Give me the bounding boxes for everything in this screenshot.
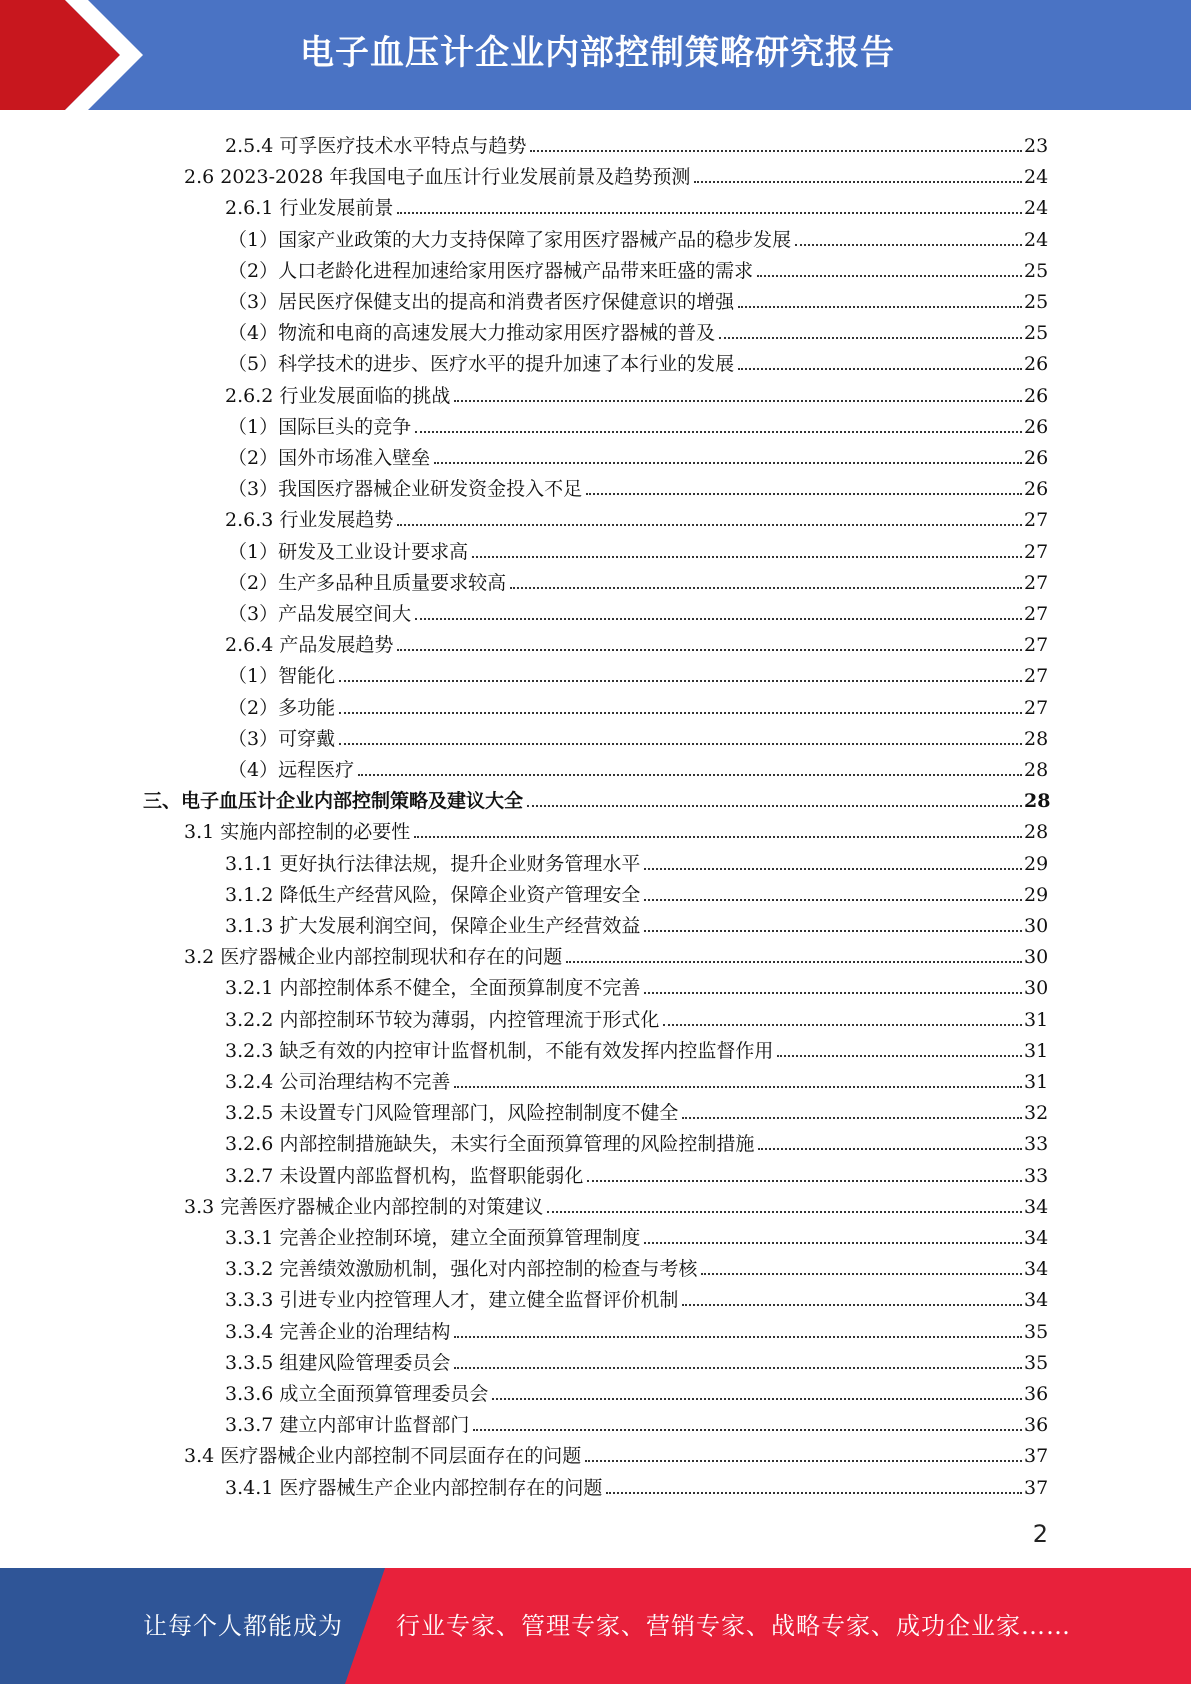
toc-entry[interactable] (228, 470, 1048, 501)
toc-leader-dots (757, 275, 1022, 277)
toc-entry[interactable] (228, 657, 1048, 688)
toc-entry-label: （1）国际巨头的竞争 (228, 415, 412, 438)
toc-entry-label: 2.6.4 产品发展趋势 (225, 634, 394, 657)
toc-entry-label: 2.6.2 行业发展面临的挑战 (225, 384, 451, 407)
toc-entry-label: 2.6.3 行业发展趋势 (225, 509, 394, 532)
toc-entry[interactable] (225, 876, 1048, 907)
toc-leader-dots (547, 1211, 1022, 1213)
toc-entry-page: 26 (1024, 415, 1049, 438)
toc-entry[interactable] (225, 1469, 1048, 1500)
toc-entry-page: 28 (1024, 821, 1049, 844)
toc-entry-label: （1）国家产业政策的大力支持保障了家用医疗器械产品的稳步发展 (228, 228, 792, 251)
toc-entry[interactable] (225, 377, 1048, 408)
toc-entry-label: 3.1.1 更好执行法律法规，提升企业财务管理水平 (225, 852, 641, 875)
toc-leader-dots (358, 774, 1022, 776)
toc-leader-dots (682, 1117, 1022, 1119)
toc-entry-label: （3）可穿戴 (228, 727, 336, 750)
toc-leader-dots (510, 587, 1022, 589)
toc-entry[interactable] (225, 626, 1048, 657)
toc-entry-label: 3.3.3 引进专业内控管理人才，建立健全监督评价机制 (225, 1289, 679, 1312)
toc-leader-dots (454, 400, 1022, 402)
toc-entry-label: 2.5.4 可孚医疗技术水平特点与趋势 (225, 135, 527, 157)
toc-entry[interactable] (184, 1437, 1048, 1468)
toc-leader-dots (566, 961, 1022, 963)
toc-entry[interactable] (225, 1001, 1048, 1032)
toc-entry-page: 26 (1024, 447, 1049, 469)
toc-entry[interactable] (228, 720, 1048, 751)
toc-entry-label: （2）国外市场准入壁垒 (228, 447, 431, 469)
toc-entry-label: 3.3.1 完善企业控制环境，建立全面预算管理制度 (225, 1227, 641, 1249)
toc-leader-dots (585, 1460, 1022, 1462)
toc-leader-dots (454, 1367, 1022, 1369)
toc-entry-label: （2）多功能 (228, 696, 336, 719)
toc-leader-dots (682, 1304, 1022, 1306)
toc-entry[interactable] (228, 689, 1048, 720)
toc-entry-label: （4）物流和电商的高速发展大力推动家用医疗器械的普及 (228, 322, 716, 345)
toc-entry-page: 25 (1024, 322, 1049, 345)
toc-leader-dots (694, 181, 1022, 183)
toc-leader-dots (758, 1148, 1022, 1150)
toc-entry-page: 24 (1024, 166, 1049, 189)
toc-leader-dots (339, 712, 1022, 714)
toc-entry[interactable] (225, 1063, 1048, 1094)
toc-entry-page: 26 (1024, 384, 1049, 407)
toc-entry[interactable] (228, 751, 1048, 782)
toc-entry-label: 3.2.1 内部控制体系不健全，全面预算制度不完善 (225, 977, 641, 1000)
toc-leader-dots (434, 462, 1022, 464)
toc-leader-dots (414, 836, 1022, 838)
toc-entry-label: 2.6 2023-2028 年我国电子血压计行业发展前景及趋势预测 (184, 166, 691, 189)
toc-entry-page: 32 (1024, 1102, 1049, 1125)
toc-entry-page: 25 (1024, 259, 1049, 282)
toc-entry-label: 3.3.7 建立内部审计监督部门 (225, 1414, 470, 1437)
toc-entry-page: 31 (1024, 1008, 1049, 1031)
toc-entry[interactable] (225, 189, 1048, 220)
toc-entry[interactable] (225, 1281, 1048, 1312)
toc-entry-page: 34 (1024, 1195, 1049, 1218)
toc-entry-page: 30 (1024, 946, 1049, 969)
toc-leader-dots (339, 680, 1022, 682)
toc-leader-dots (719, 337, 1022, 339)
toc-leader-dots (473, 1429, 1022, 1431)
toc-leader-dots (738, 306, 1022, 308)
toc-entry-page: 27 (1024, 696, 1049, 719)
toc-entry[interactable] (225, 127, 1048, 158)
toc-entry[interactable] (225, 1250, 1048, 1281)
toc-entry-label: （3）产品发展空间大 (228, 603, 412, 625)
toc-entry[interactable] (184, 813, 1048, 844)
toc-leader-dots (397, 212, 1022, 214)
toc-leader-dots (701, 1273, 1022, 1275)
toc-leader-dots (415, 618, 1022, 620)
toc-entry-page: 26 (1024, 353, 1049, 376)
toc-entry[interactable] (225, 1375, 1048, 1406)
toc-entry-label: （3）我国医疗器械企业研发资金投入不足 (228, 478, 583, 501)
toc-entry-page: 37 (1024, 1476, 1049, 1499)
toc-entry-page: 27 (1024, 603, 1049, 625)
toc-leader-dots (397, 524, 1022, 526)
toc-entry-page: 34 (1024, 1227, 1049, 1249)
toc-entry-page: 37 (1024, 1445, 1049, 1468)
toc-entry-page: 24 (1024, 228, 1049, 251)
toc-entry-label: 3.2.2 内部控制环节较为薄弱，内控管理流于形式化 (225, 1008, 660, 1031)
toc-leader-dots (527, 805, 1022, 807)
toc-leader-dots (644, 1242, 1022, 1244)
toc-entry-label: （4）远程医疗 (228, 759, 355, 781)
toc-entry[interactable] (228, 533, 1048, 564)
toc-entry-page: 36 (1024, 1383, 1049, 1405)
toc-entry-page: 24 (1024, 197, 1049, 220)
toc-leader-dots (587, 1180, 1022, 1182)
toc-entry-label: （2）人口老龄化进程加速给家用医疗器械产品带来旺盛的需求 (228, 259, 754, 282)
toc-entry-label: 3.3.5 组建风险管理委员会 (225, 1351, 451, 1374)
page-number: 2 (1032, 1520, 1048, 1548)
header-arrow-decoration (0, 0, 260, 110)
toc-entry-label: 3.3.4 完善企业的治理结构 (225, 1320, 451, 1343)
toc-entry-page: 26 (1024, 478, 1049, 501)
toc-entry-label: 3.2.5 未设置专门风险管理部门，风险控制制度不健全 (225, 1102, 679, 1125)
toc-entry-page: 29 (1024, 883, 1049, 906)
toc-entry-label: 3.3.2 完善绩效激励机制，强化对内部控制的检查与考核 (225, 1258, 698, 1281)
toc-entry[interactable] (225, 1313, 1048, 1344)
toc-entry-page: 30 (1024, 977, 1049, 1000)
toc-entry-page: 34 (1024, 1258, 1049, 1281)
toc-leader-dots (644, 899, 1022, 901)
toc-entry-page: 25 (1024, 291, 1049, 313)
page-header (0, 0, 1191, 110)
toc-leader-dots (644, 868, 1022, 870)
footer-slogan-right: 行业专家、管理专家、营销专家、战略专家、成功企业家…… (396, 1612, 1071, 1640)
report-title: 电子血压计企业内部控制策略研究报告 (300, 33, 895, 73)
toc-entry-page: 27 (1024, 571, 1049, 594)
toc-entry-label: （5）科学技术的进步、医疗水平的提升加速了本行业的发展 (228, 353, 735, 376)
toc-entry[interactable] (228, 439, 1048, 470)
toc-entry[interactable] (184, 938, 1048, 969)
toc-entry-page: 23 (1024, 135, 1049, 157)
toc-leader-dots (415, 431, 1022, 433)
toc-leader-dots (586, 493, 1022, 495)
toc-entry[interactable] (228, 408, 1048, 439)
toc-leader-dots (606, 1492, 1022, 1494)
toc-entry[interactable] (228, 345, 1048, 376)
toc-entry-page: 27 (1024, 509, 1049, 532)
toc-entry[interactable] (225, 1125, 1048, 1156)
toc-entry[interactable] (225, 1094, 1048, 1125)
toc-entry-label: 3.4.1 医疗器械生产企业内部控制存在的问题 (225, 1476, 603, 1499)
toc-leader-dots (777, 1055, 1022, 1057)
toc-leader-dots (454, 1086, 1022, 1088)
toc-entry[interactable] (225, 969, 1048, 1000)
toc-entry[interactable] (143, 782, 1051, 813)
toc-entry-page: 29 (1024, 852, 1049, 875)
toc-entry[interactable] (225, 1406, 1048, 1437)
toc-entry-page: 33 (1024, 1164, 1049, 1187)
toc-entry-label: 3.1.2 降低生产经营风险，保障企业资产管理安全 (225, 883, 641, 906)
toc-entry[interactable] (225, 1344, 1048, 1375)
toc-leader-dots (644, 992, 1022, 994)
toc-leader-dots (738, 368, 1022, 370)
toc-entry-label: 3.2.4 公司治理结构不完善 (225, 1071, 451, 1093)
toc-entry-page: 33 (1024, 1133, 1049, 1156)
toc-entry[interactable] (225, 907, 1048, 938)
toc-leader-dots (663, 1024, 1022, 1026)
toc-entry[interactable] (225, 1032, 1048, 1063)
toc-entry-page: 36 (1024, 1414, 1049, 1437)
toc-leader-dots (454, 1336, 1022, 1338)
toc-entry[interactable] (228, 252, 1048, 283)
toc-entry[interactable] (228, 221, 1048, 252)
toc-entry-label: （1）智能化 (228, 665, 336, 688)
toc-entry-label: （1）研发及工业设计要求高 (228, 540, 469, 563)
toc-entry-page: 27 (1024, 634, 1049, 657)
toc-entry[interactable] (228, 564, 1048, 595)
toc-entry-page: 27 (1024, 540, 1049, 563)
toc-entry-label: 3.2.6 内部控制措施缺失，未实行全面预算管理的风险控制措施 (225, 1133, 755, 1156)
toc-leader-dots (397, 649, 1022, 651)
toc-entry-label: 3.3.6 成立全面预算管理委员会 (225, 1383, 489, 1405)
toc-entry[interactable] (228, 595, 1048, 626)
toc-entry-page: 30 (1024, 915, 1049, 937)
toc-entry-page: 31 (1024, 1039, 1049, 1062)
toc-entry[interactable] (228, 314, 1048, 345)
toc-entry-page: 28 (1024, 790, 1051, 813)
toc-entry[interactable] (225, 1219, 1048, 1250)
toc-entry-label: 3.2.7 未设置内部监督机构，监督职能弱化 (225, 1164, 584, 1187)
toc-entry-label: 3.1 实施内部控制的必要性 (184, 821, 411, 844)
toc-entry[interactable] (228, 283, 1048, 314)
toc-entry-page: 35 (1024, 1351, 1049, 1374)
toc-entry-label: （2）生产多品种且质量要求较高 (228, 571, 507, 594)
toc-entry-label: 三、电子血压计企业内部控制策略及建议大全 (143, 790, 524, 813)
toc-leader-dots (492, 1398, 1022, 1400)
toc-leader-dots (472, 556, 1022, 558)
toc-entry-label: 3.2 医疗器械企业内部控制现状和存在的问题 (184, 946, 563, 969)
toc-entry-page: 35 (1024, 1320, 1049, 1343)
page-footer (0, 1568, 1191, 1684)
toc-entry[interactable] (184, 1188, 1048, 1219)
toc-entry[interactable] (225, 845, 1048, 876)
toc-entry-label: 3.1.3 扩大发展利润空间，保障企业生产经营效益 (225, 915, 641, 937)
toc-leader-dots (339, 743, 1022, 745)
toc-entry-label: （3）居民医疗保健支出的提高和消费者医疗保健意识的增强 (228, 291, 735, 313)
toc-entry-label: 3.4 医疗器械企业内部控制不同层面存在的问题 (184, 1445, 582, 1468)
toc-entry-page: 31 (1024, 1071, 1049, 1093)
toc-leader-dots (795, 244, 1022, 246)
toc-entry-page: 27 (1024, 665, 1049, 688)
toc-entry-page: 34 (1024, 1289, 1049, 1312)
toc-entry[interactable] (225, 501, 1048, 532)
toc-entry-label: 2.6.1 行业发展前景 (225, 197, 394, 220)
toc-entry-page: 28 (1024, 727, 1049, 750)
toc-entry-page: 28 (1024, 759, 1049, 781)
toc-entry[interactable] (184, 158, 1048, 189)
toc-leader-dots (644, 930, 1022, 932)
toc-entry[interactable] (225, 1157, 1048, 1188)
footer-slogan-left: 让每个人都能成为 (143, 1612, 343, 1640)
toc-leader-dots (530, 150, 1022, 152)
toc-entry-label: 3.3 完善医疗器械企业内部控制的对策建议 (184, 1195, 544, 1218)
toc-entry-label: 3.2.3 缺乏有效的内控审计监督机制，不能有效发挥内控监督作用 (225, 1039, 774, 1062)
